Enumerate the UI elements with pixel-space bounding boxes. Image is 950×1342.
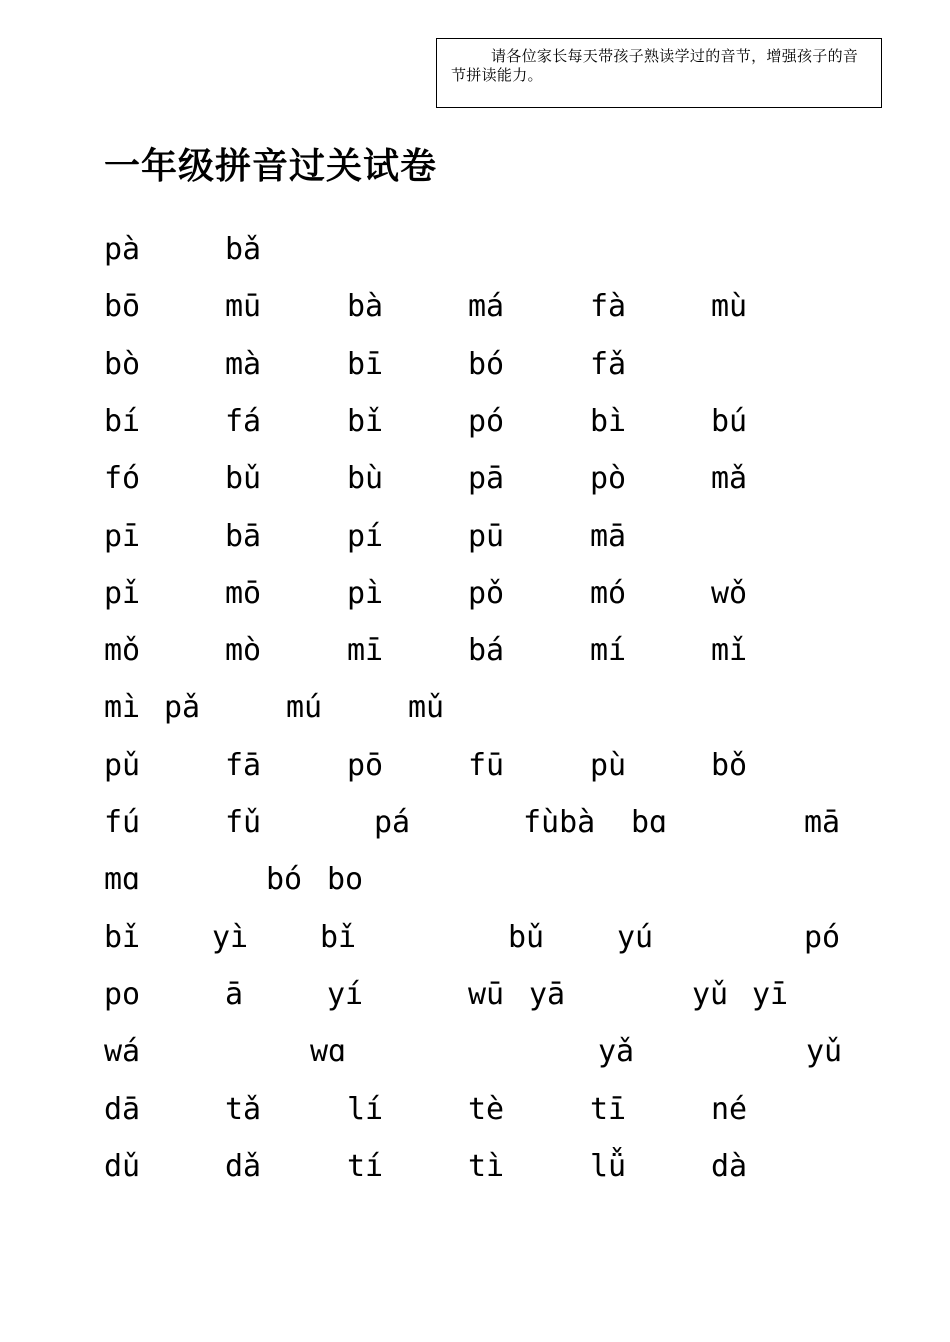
pinyin-syllable: mù [711, 289, 748, 324]
pinyin-syllable: pà [104, 232, 141, 267]
pinyin-syllable: pō [347, 748, 384, 783]
pinyin-syllable: mɑ [104, 862, 141, 897]
parent-notice-box [436, 38, 882, 108]
pinyin-syllable: bù [347, 461, 384, 496]
syllable-row [0, 574, 950, 614]
syllable-row [0, 918, 950, 958]
pinyin-syllable: bǔ [225, 461, 262, 496]
syllable-row [0, 746, 950, 786]
syllable-row [0, 402, 950, 442]
pinyin-syllable: fó [104, 461, 141, 496]
pinyin-syllable: tí [347, 1149, 384, 1184]
syllable-row [0, 1032, 950, 1072]
pinyin-syllable: mì [104, 690, 141, 725]
syllable-row [0, 631, 950, 671]
pinyin-syllable: dǔ [104, 1149, 141, 1184]
pinyin-syllable: bǐ [347, 404, 384, 439]
pinyin-syllable: bǐ [104, 920, 141, 955]
pinyin-syllable: yú [617, 920, 654, 955]
pinyin-syllable: pù [590, 748, 627, 783]
pinyin-syllable: pò [590, 461, 627, 496]
syllable-row [0, 860, 950, 900]
pinyin-syllable: mā [590, 519, 627, 554]
pinyin-syllable: dā [104, 1092, 141, 1127]
pinyin-syllable: wɑ [310, 1034, 347, 1069]
pinyin-syllable: bō [104, 289, 141, 324]
pinyin-syllable: pí [347, 519, 384, 554]
pinyin-syllable: bā [225, 519, 262, 554]
pinyin-syllable: yī [752, 977, 789, 1012]
pinyin-syllable: yǎ [598, 1034, 635, 1069]
pinyin-syllable: mī [347, 633, 384, 668]
pinyin-syllable: po [104, 977, 141, 1012]
pinyin-syllable: bá [468, 633, 505, 668]
pinyin-syllable: pì [347, 576, 384, 611]
page-title: 一年级拼音过关试卷 [104, 146, 438, 187]
pinyin-syllable: má [468, 289, 505, 324]
pinyin-syllable: pá [374, 805, 411, 840]
syllable-row [0, 230, 950, 270]
pinyin-syllable: mà [225, 347, 262, 382]
pinyin-syllable: wá [104, 1034, 141, 1069]
pinyin-syllable: pī [104, 519, 141, 554]
pinyin-syllable: yí [327, 977, 364, 1012]
pinyin-syllable: pā [468, 461, 505, 496]
pinyin-syllable: bó [266, 862, 303, 897]
pinyin-syllable: bo [327, 862, 364, 897]
pinyin-syllable: wǒ [711, 576, 748, 611]
pinyin-syllable: tǎ [225, 1092, 262, 1127]
pinyin-syllable: bò [104, 347, 141, 382]
pinyin-syllable: tì [468, 1149, 505, 1184]
pinyin-syllable: bǔ [508, 920, 545, 955]
syllable-row [0, 517, 950, 557]
pinyin-syllable: mǔ [408, 690, 445, 725]
pinyin-syllable: lǚ [590, 1149, 627, 1184]
pinyin-syllable: tè [468, 1092, 505, 1127]
pinyin-syllable: bó [468, 347, 505, 382]
pinyin-syllable: bɑ [631, 805, 668, 840]
pinyin-syllable: fū [468, 748, 505, 783]
syllable-row [0, 1090, 950, 1130]
pinyin-syllable: mā [804, 805, 841, 840]
syllable-row [0, 688, 950, 728]
pinyin-syllable: dà [711, 1149, 748, 1184]
pinyin-syllable: fā [225, 748, 262, 783]
pinyin-syllable: mǎ [711, 461, 748, 496]
pinyin-syllable: wū [468, 977, 505, 1012]
pinyin-syllable: pó [468, 404, 505, 439]
pinyin-syllable: mǒ [104, 633, 141, 668]
pinyin-syllable: yā [529, 977, 566, 1012]
pinyin-syllable: pǔ [104, 748, 141, 783]
pinyin-syllable: mū [225, 289, 262, 324]
syllable-row [0, 345, 950, 385]
pinyin-syllable: lí [347, 1092, 384, 1127]
parent-notice-text: 请各位家长每天带孩子熟读学过的音节，增强孩子的音节拼读能力。 [451, 47, 859, 84]
pinyin-syllable: yǔ [692, 977, 729, 1012]
pinyin-syllable: fú [104, 805, 141, 840]
pinyin-syllable: yì [212, 920, 249, 955]
syllable-row [0, 459, 950, 499]
pinyin-syllable: pǎ [164, 690, 201, 725]
pinyin-syllable: pó [804, 920, 841, 955]
pinyin-syllable: mò [225, 633, 262, 668]
pinyin-syllable: mó [590, 576, 627, 611]
pinyin-syllable: mō [225, 576, 262, 611]
pinyin-syllable: fà [590, 289, 627, 324]
pinyin-syllable: bǒ [711, 748, 748, 783]
pinyin-syllable: yǔ [806, 1034, 843, 1069]
pinyin-syllable: mí [590, 633, 627, 668]
pinyin-syllable: pū [468, 519, 505, 554]
pinyin-syllable: mǐ [711, 633, 748, 668]
pinyin-syllable: bǎ [225, 232, 262, 267]
pinyin-syllable: bú [711, 404, 748, 439]
pinyin-syllable: fùbà [523, 805, 596, 840]
pinyin-syllable: fǎ [590, 347, 627, 382]
syllable-row [0, 803, 950, 843]
pinyin-syllable: bī [347, 347, 384, 382]
pinyin-syllable: mú [286, 690, 323, 725]
pinyin-syllable: ā [225, 977, 244, 1012]
syllable-row [0, 975, 950, 1015]
pinyin-syllable: bà [347, 289, 384, 324]
pinyin-syllable: bí [104, 404, 141, 439]
pinyin-syllable: fǔ [225, 805, 262, 840]
pinyin-syllable: bì [590, 404, 627, 439]
pinyin-syllable: pǒ [468, 576, 505, 611]
pinyin-syllable: pǐ [104, 576, 141, 611]
syllable-row [0, 1147, 950, 1187]
pinyin-syllable: dǎ [225, 1149, 262, 1184]
pinyin-syllable: fá [225, 404, 262, 439]
pinyin-syllable: né [711, 1092, 748, 1127]
pinyin-syllable: tī [590, 1092, 627, 1127]
pinyin-syllable: bǐ [320, 920, 357, 955]
syllable-row [0, 287, 950, 327]
